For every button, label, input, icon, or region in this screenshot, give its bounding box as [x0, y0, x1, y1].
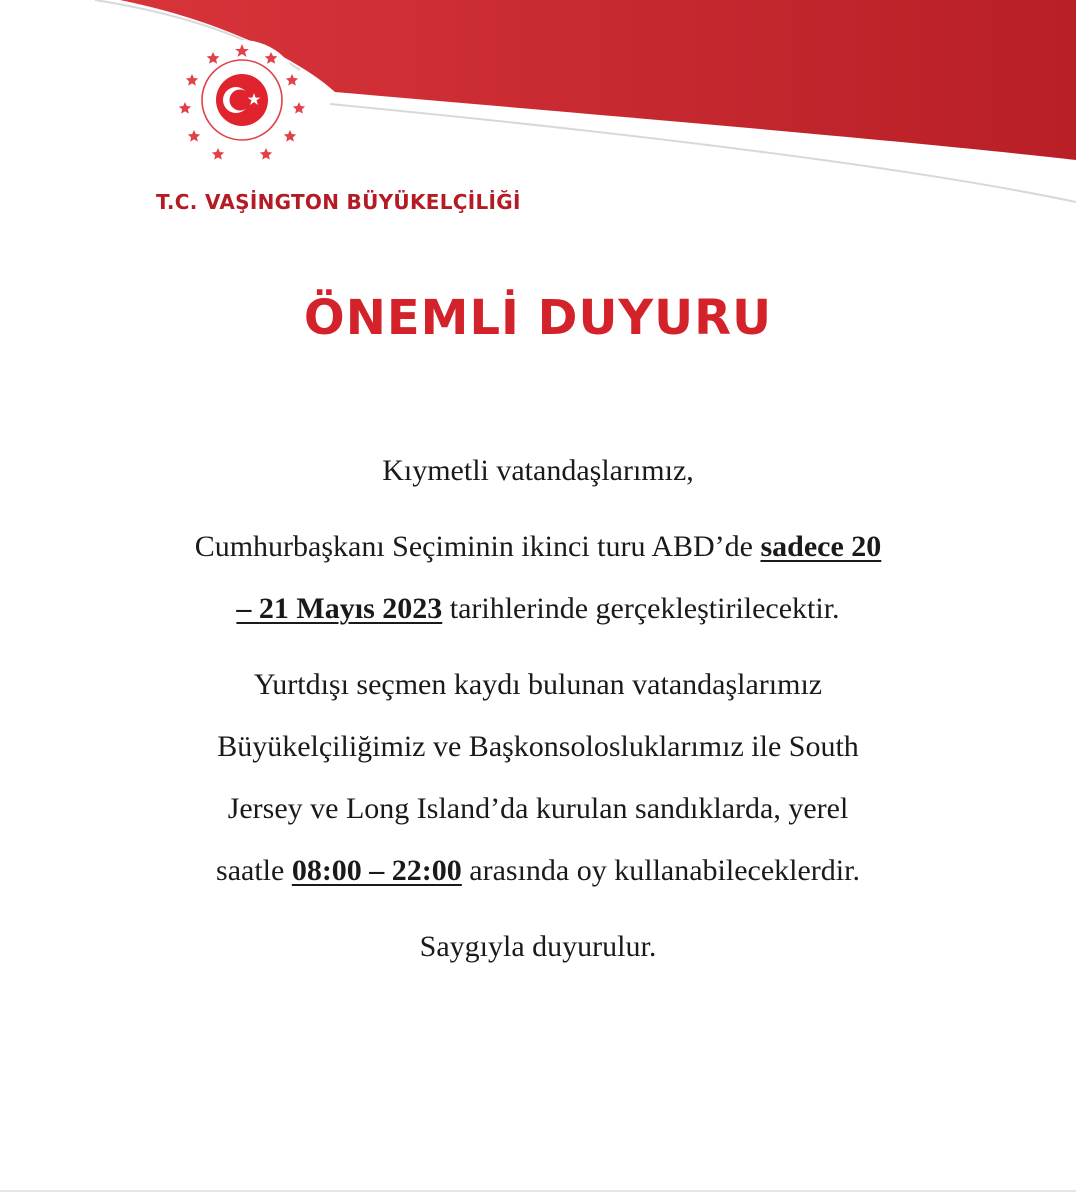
text-segment: Cumhurbaşkanı Seçiminin ikinci turu ABD’de	[194, 530, 761, 563]
closing-line: Saygıyla duyurulur.	[419, 930, 657, 963]
greeting-line: Kıymetli vatandaşlarımız,	[382, 454, 694, 487]
closing	[100, 916, 976, 978]
embassy-name: T.C. VAŞİNGTON BÜYÜKELÇİLİĞİ	[156, 190, 521, 214]
paragraph-line: Yurtdışı seçmen kaydı bulunan vatandaşlarımız	[253, 668, 823, 701]
text-segment: arasında oy kullanabileceklerdir.	[461, 854, 860, 887]
embassy-seal-logo	[168, 36, 316, 164]
greeting	[100, 440, 976, 502]
paragraph-line: Büyükelçiliğimiz ve Başkonsolosluklarımız ile South	[217, 730, 859, 763]
election-date-paragraph	[100, 516, 976, 640]
date-highlight: sadece 20	[760, 530, 882, 563]
voting-info-paragraph	[100, 654, 976, 902]
paragraph-line	[100, 840, 976, 902]
date-highlight: – 21 Mayıs 2023	[236, 592, 443, 625]
letterhead-banner	[0, 0, 1076, 220]
hours-highlight: 08:00 – 22:00	[291, 854, 462, 887]
announcement-title: ÖNEMLİ DUYURU	[303, 290, 773, 346]
text-segment: saatle	[216, 854, 292, 887]
announcement-body	[100, 440, 976, 978]
paragraph-line: Jersey ve Long Island’da kurulan sandıklarda, yerel	[227, 792, 849, 825]
text-segment: tarihlerinde gerçekleştirilecektir.	[442, 592, 840, 625]
paragraph-line	[100, 516, 976, 578]
paragraph-line	[100, 578, 976, 640]
bottom-divider	[0, 1190, 1076, 1192]
